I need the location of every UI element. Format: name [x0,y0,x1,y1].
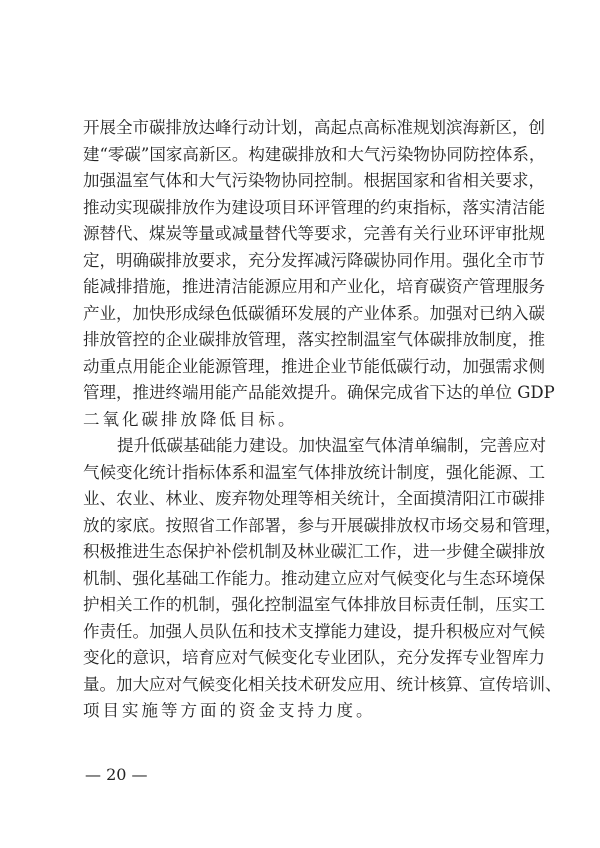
text-line: 机制、强化基础工作能力。推动建立应对气候变化与生态环境保 [83,568,545,588]
paragraph-2 [83,433,562,725]
text-line: 气候变化统计指标体系和温室气体排放统计制度，强化能源、工 [83,462,545,482]
text-line: 业、农业、林业、废弃物处理等相关统计，全面摸清阳江市碳排 [83,489,545,508]
page-number: — 20 — [85,765,148,784]
text-line: 开展全市碳排放达峰行动计划，高起点高标准规划滨海新区，创 [83,118,545,137]
text-line: 定，明确碳排放要求，充分发挥减污降碳协同作用。强化全市节 [83,250,545,270]
text-line: 加强温室气体和大气污染物协同控制。根据国家和省相关要求， [83,171,545,190]
text-line: 量。加大应对气候变化相关技术研发应用、统计核算、宣传培训、 [83,674,562,694]
text-line: 推动实现碳排放作为建设项目环评管理的约束指标，落实清洁能 [83,197,545,217]
text-line: 积极推进生态保护补偿机制及林业碳汇工作，进一步健全碳排放 [83,542,545,561]
text-line: 二氧化碳排放降低目标。 [83,409,298,429]
text-line: 变化的意识，培育应对气候变化专业团队，充分发挥专业智库力 [83,648,545,667]
text-line: 产业，加快形成绿色低碳循环发展的产业体系。加强对已纳入碳 [83,303,545,323]
text-line: 建“零碳”国家高新区。构建碳排放和大气污染物协同防控体系， [83,144,546,164]
text-line: 项目实施等方面的资金支持力度。 [83,701,376,720]
text-line: 放的家底。按照省工作部署，参与开展碳排放权市场交易和管理， [83,515,562,535]
text-line: 源替代、煤炭等量或减量替代等要求，完善有关行业环评审批规 [83,224,545,243]
document-body [83,115,562,725]
text-line: 作责任。加强人员队伍和技术支撑能力建设，提升积极应对气候 [83,621,545,641]
text-line: 排放管控的企业碳排放管理，落实控制温室气体碳排放制度，推 [83,330,545,349]
text-line: 能减排措施，推进清洁能源应用和产业化，培育碳资产管理服务 [83,277,545,296]
text-line: 提升低碳基础能力建设。加快温室气体清单编制，完善应对 [117,436,546,455]
text-line: 动重点用能企业能源管理，推进企业节能低碳行动，加强需求侧 [83,356,545,376]
text-line: 管理，推进终端用能产品能效提升。确保完成省下达的单位 GDP [83,383,555,402]
text-line: 护相关工作的机制，强化控制温室气体排放目标责任制，压实工 [83,595,545,614]
paragraph-1 [83,115,555,433]
